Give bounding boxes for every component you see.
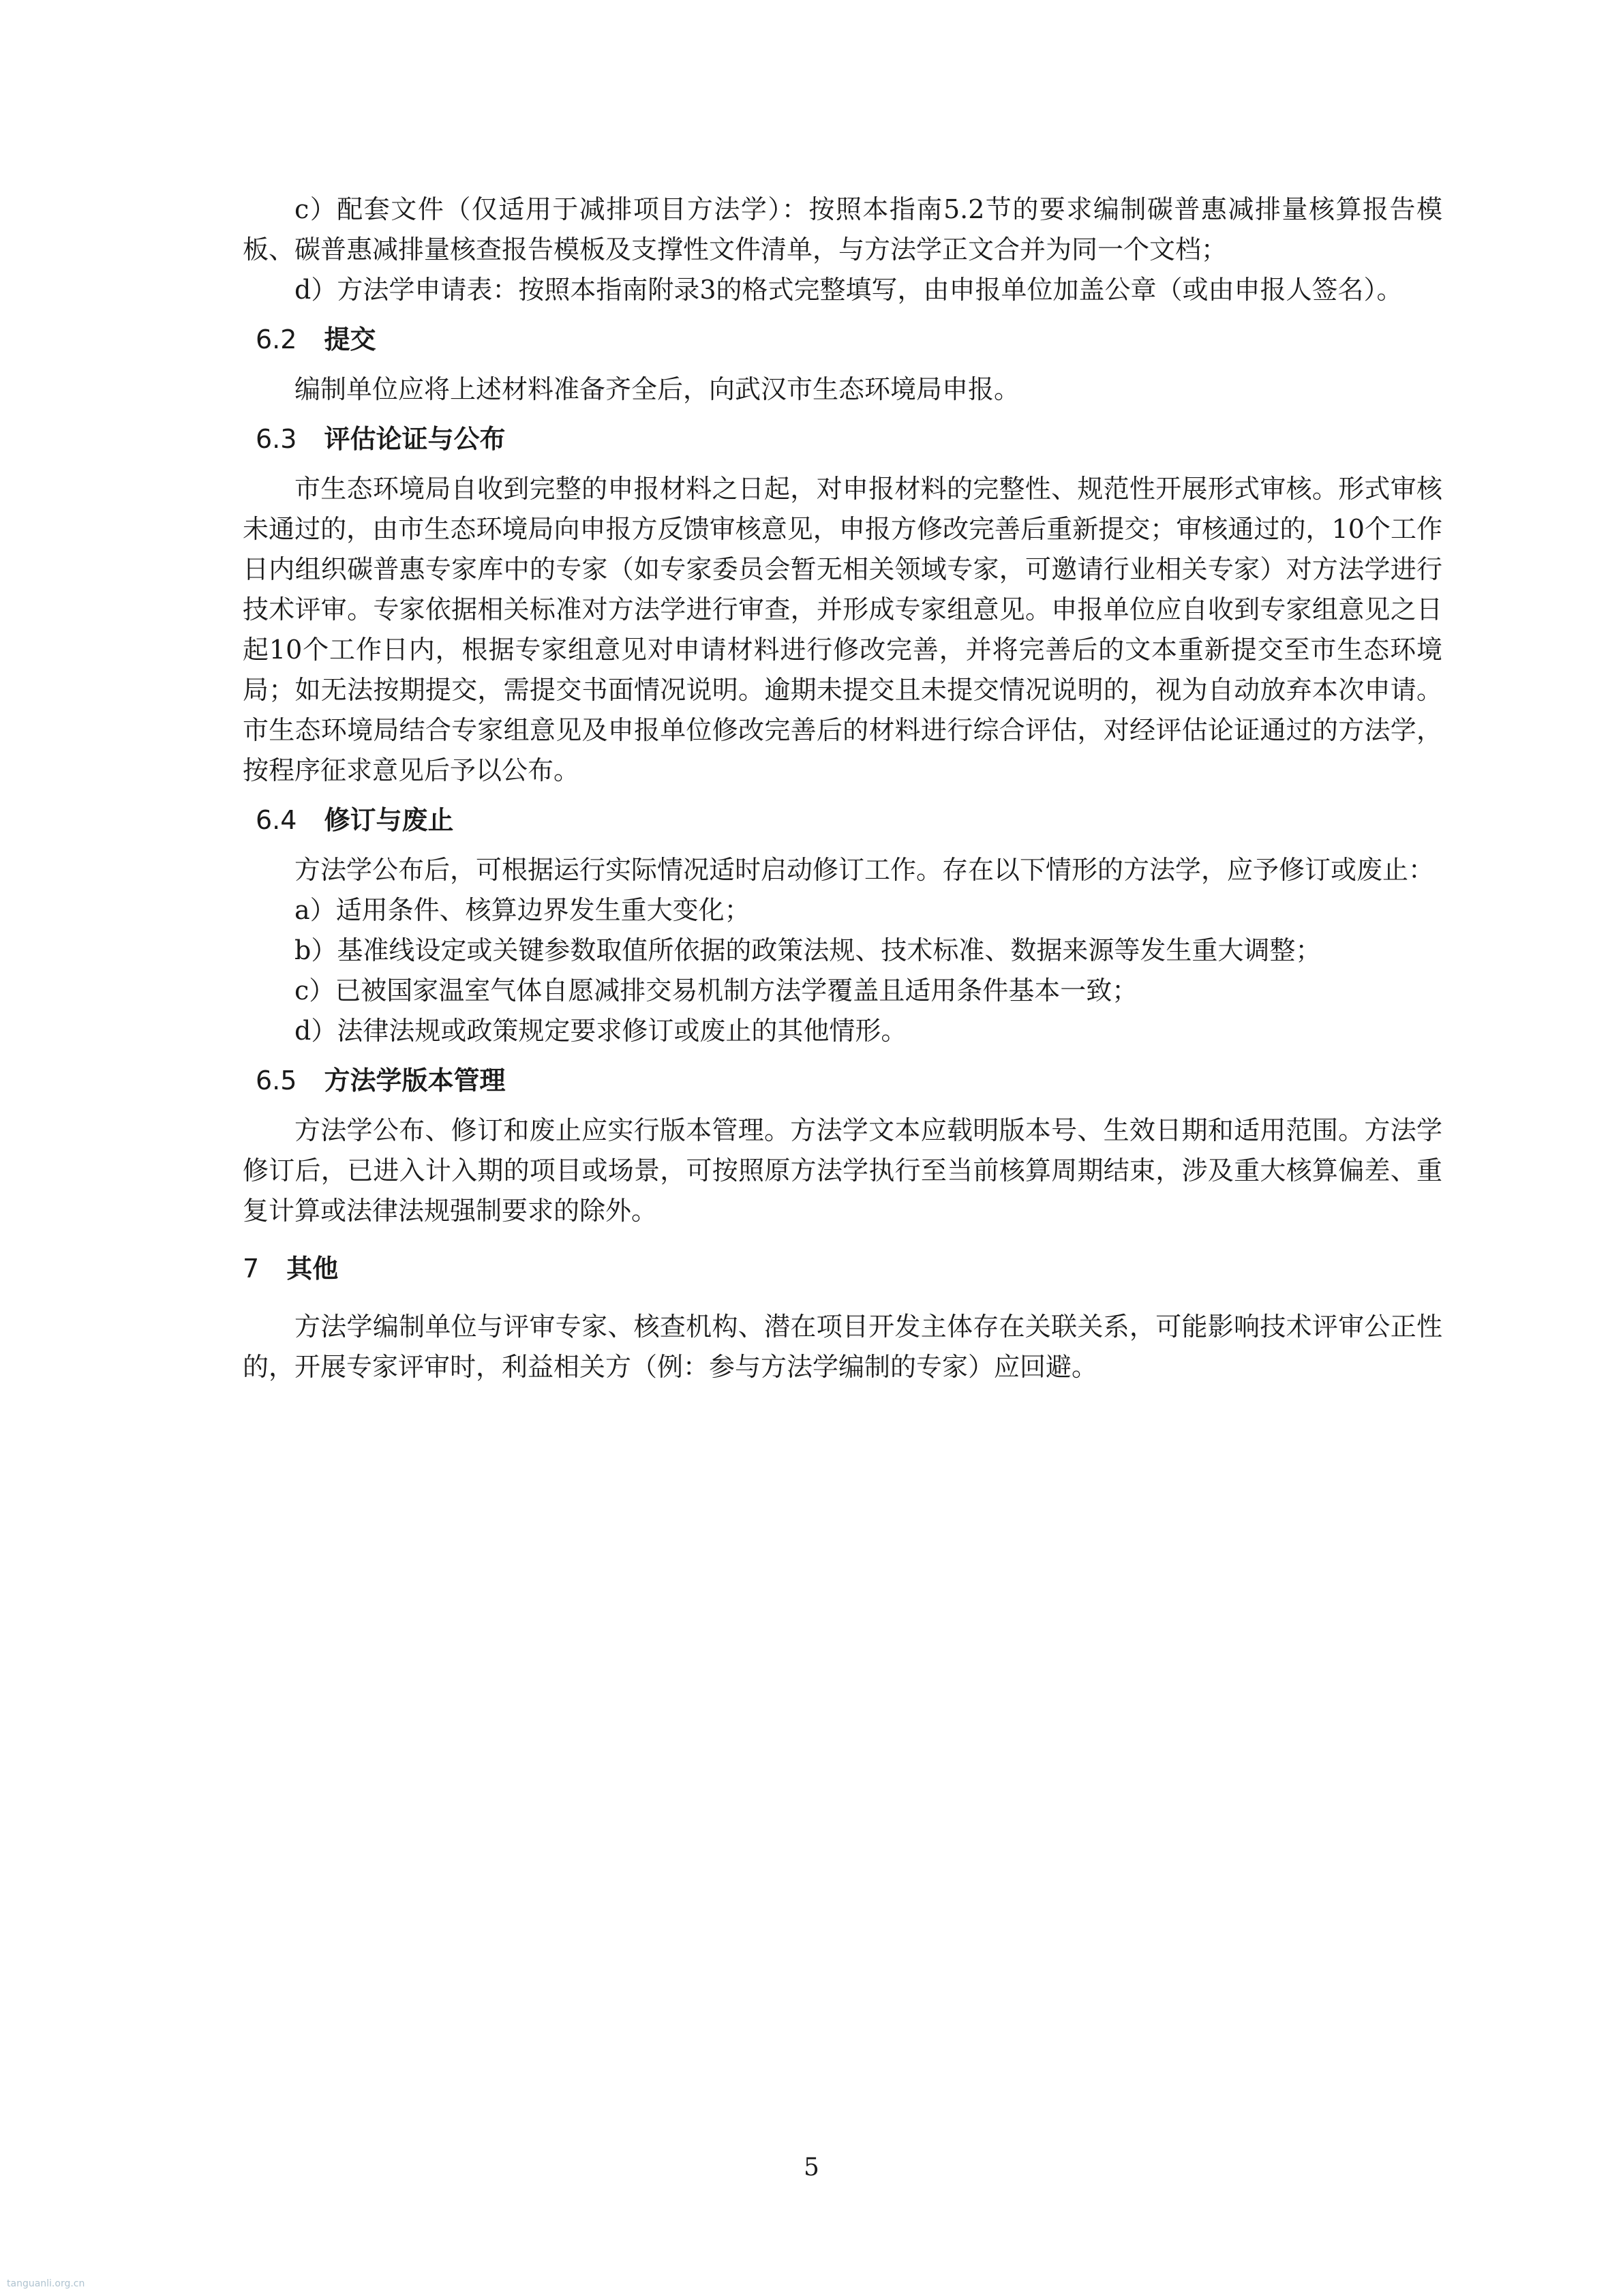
section-number: 6.3 [256, 424, 297, 454]
section-heading-6-4 [243, 800, 1442, 841]
section-number: 6.2 [256, 324, 297, 354]
list-item: b）基准线设定或关键参数取值所依据的政策法规、技术标准、数据来源等发生重大调整； [294, 935, 1322, 965]
section-7-body: 方法学编制单位与评审专家、核查机构、潜在项目开发主体存在关联关系，可能影响技术评审公正性的，开展专家评审时，利益相关方（例：参与方法学编制的专家）应回避。 [243, 1312, 1442, 1382]
list-item-d: d）方法学申请表：按照本指南附录3的格式完整填写，由申报单位加盖公章（或由申报人签名）。 [294, 275, 1403, 305]
section-heading-7 [243, 1249, 1442, 1289]
section-6-4-body: 方法学公布后，可根据运行实际情况适时启动修订工作。存在以下情形的方法学，应予修订或废止： [294, 855, 1435, 885]
section-heading-6-2 [243, 320, 1442, 360]
section-title: 其他 [286, 1254, 339, 1284]
page-content [243, 190, 1442, 1387]
section-6-2-body: 编制单位应将上述材料准备齐全后，向武汉市生态环境局申报。 [294, 374, 1020, 404]
section-title: 方法学版本管理 [324, 1066, 506, 1096]
section-title: 提交 [324, 324, 376, 354]
section-title: 修订与废止 [324, 805, 454, 835]
section-number: 6.4 [256, 805, 297, 835]
list-item: c）已被国家温室气体自愿减排交易机制方法学覆盖且适用条件基本一致； [294, 976, 1138, 1006]
list-item: a）适用条件、核算边界发生重大变化； [294, 895, 750, 925]
section-number: 7 [243, 1254, 260, 1284]
section-6-3-body: 市生态环境局自收到完整的申报材料之日起，对申报材料的完整性、规范性开展形式审核。形式审核未通过的，由市生态环境局向申报方反馈审核意见，申报方修改完善后重新提交；审核通过的，10个工作日内组织碳普惠专家库中的专家（如专家委员会暂无相关领域专家，可邀请行业相关专家）对方法学进行技术评审。专家依据相关标准对方法学进行审查，并形成专家组意见。申报单位应自收到专家组意见之日起10个工作日内，根据专家组意见对申请材料进行修改完善，并将完善后的文本重新提交至市生态环境局；如无法按期提交，需提交书面情况说明。逾期未提交且未提交情况说明的，视为自动放弃本次申请。市生态环境局结合专家组意见及申报单位修改完善后的材料进行综合评估，对经评估论证通过的方法学，按程序征求意见后予以公布。 [243, 474, 1442, 785]
section-heading-6-3 [243, 419, 1442, 459]
list-item-c: c）配套文件（仅适用于减排项目方法学）：按照本指南5.2节的要求编制碳普惠减排量核算报告模板、碳普惠减排量核查报告模板及支撑性文件清单，与方法学正文合并为同一个文档； [243, 194, 1442, 265]
section-number: 6.5 [256, 1066, 297, 1096]
page-number: 5 [804, 2154, 819, 2181]
section-title: 评估论证与公布 [324, 424, 506, 454]
section-6-5-body: 方法学公布、修订和废止应实行版本管理。方法学文本应载明版本号、生效日期和适用范围。方法学修订后，已进入计入期的项目或场景，可按照原方法学执行至当前核算周期结束，涉及重大核算偏差、重复计算或法律法规强制要求的除外。 [243, 1115, 1442, 1226]
watermark: tanguanli.org.cn [7, 2278, 85, 2289]
section-heading-6-5 [243, 1061, 1442, 1101]
list-item: d）法律法规或政策规定要求修订或废止的其他情形。 [294, 1016, 907, 1046]
